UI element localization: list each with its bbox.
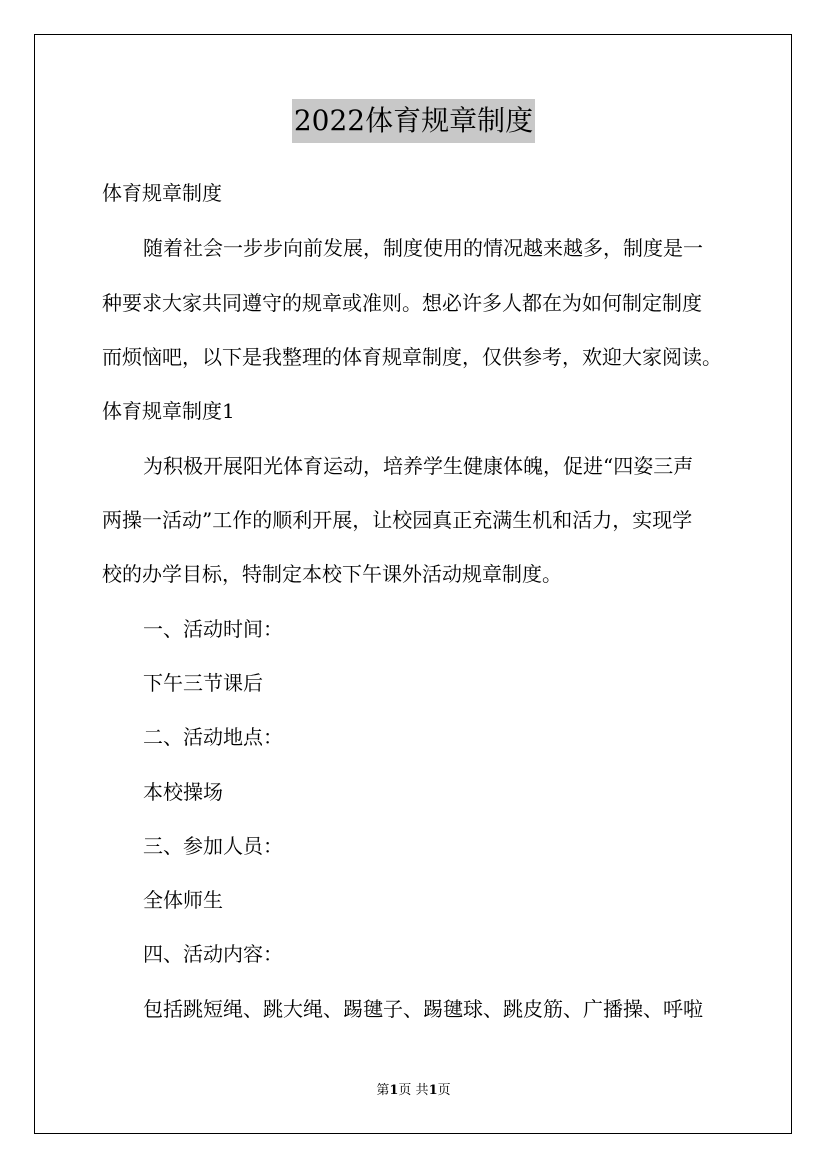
list-item: 本校操场 [143,780,223,804]
paragraph-line: 校的办学目标，特制定本校下午课外活动规章制度。 [102,562,562,586]
section-heading: 体育规章制度1 [102,399,235,423]
list-heading: 四、活动内容： [143,942,283,966]
paragraph-line: 两操一活动”工作的顺利开展，让校园真正充满生机和活力，实现学 [102,508,693,532]
list-item: 全体师生 [143,888,223,912]
page-mid: 页 共 [398,1083,429,1098]
paragraph-line: 种要求大家共同遵守的规章或准则。想必许多人都在为如何制定制度 [102,291,702,315]
page-footer [0,1081,827,1101]
paragraph-line: 而烦恼吧，以下是我整理的体育规章制度，仅供参考，欢迎大家阅读。 [102,345,722,369]
page-current: 1 [389,1083,399,1098]
section-heading: 体育规章制度 [102,181,222,205]
list-item: 包括跳短绳、跳大绳、踢毽子、踢毽球、跳皮筋、广播操、呼啦 [143,997,703,1021]
list-heading: 二、活动地点： [143,725,283,749]
document-title: 2022体育规章制度 [292,99,535,143]
document-title-row [0,99,827,143]
paragraph-line: 为积极开展阳光体育运动，培养学生健康体魄，促进“四姿三声 [143,454,694,478]
list-heading: 三、参加人员： [143,834,283,858]
list-heading: 一、活动时间： [143,617,283,641]
paragraph-line: 随着社会一步步向前发展，制度使用的情况越来越多，制度是一 [143,236,703,260]
page-suffix: 页 [437,1083,451,1098]
page-prefix: 第 [376,1083,390,1098]
list-item: 下午三节课后 [143,671,263,695]
page-total: 1 [428,1083,438,1098]
